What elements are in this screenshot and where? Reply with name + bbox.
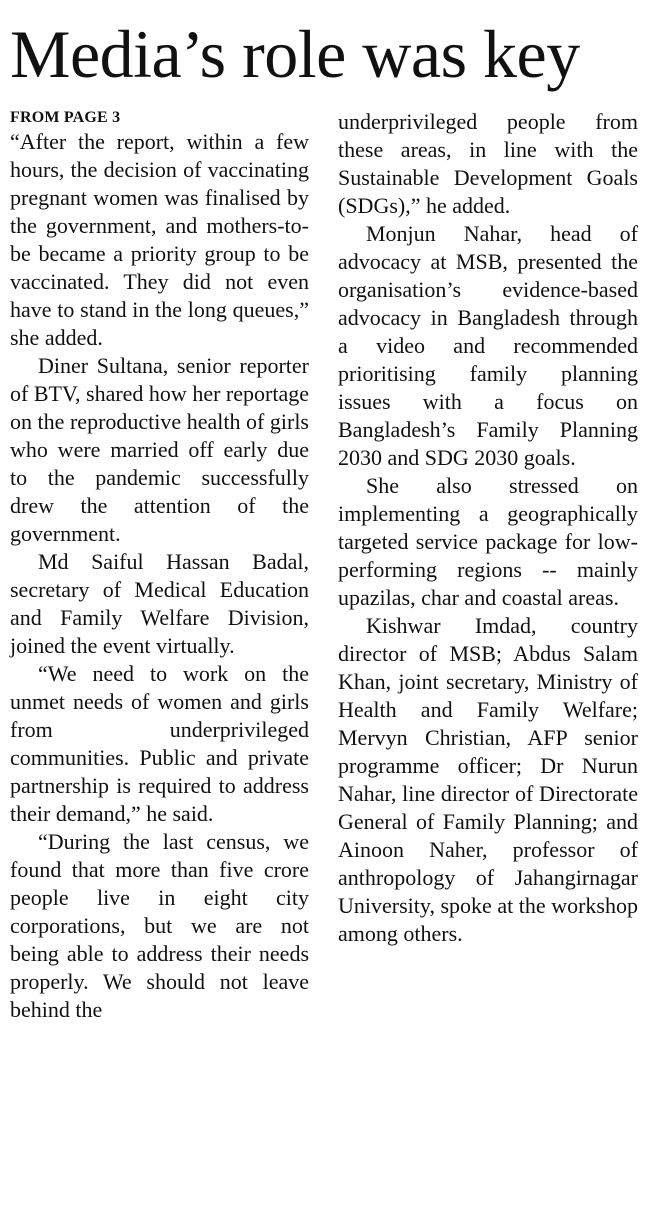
paragraph-3: Md Saiful Hassan Badal, secretary of Medical Education and Family Welfare Division, joined the event virtually.: [10, 549, 309, 658]
paragraph-5-continued: underprivileged people from these areas, in line with the Sustainable Development Goals (SDGs),” he added.: [338, 109, 638, 218]
paragraph-4: “We need to work on the unmet needs of women and girls from underprivileged communities. Public and private partnership is required to address their demand,” he said.: [10, 661, 309, 826]
paragraph-8: Kishwar Imdad, country director of MSB; Abdus Salam Khan, joint secretary, Ministry of Health and Family Welfare; Mervyn Christian, AFP senior programme officer; Dr Nurun Nahar, line director of Directorate General of Family Planning; and Ainoon Naher, professor of anthropology of Jahangirnagar University, spoke at the workshop among others.: [338, 613, 638, 946]
paragraph-6: Monjun Nahar, head of advocacy at MSB, presented the organisation’s evidence-based advocacy in Bangladesh through a video and recommended prioritising family planning issues with a focus on Bangladesh’s Family Planning 2030 and SDG 2030 goals.: [338, 221, 638, 470]
paragraph-5: “During the last census, we found that more than five crore people live in eight city corporations, but we are not being able to address their needs properly. We should not leave behind the: [10, 829, 309, 1022]
headline: Media’s role was key: [10, 16, 580, 92]
paragraph-7: She also stressed on implementing a geographically targeted service package for low-performing regions -- mainly upazilas, char and coastal areas.: [338, 473, 638, 610]
paragraph-1: “After the report, within a few hours, the decision of vaccinating pregnant women was finalised by the government, and mothers-to-be became a priority group to be vaccinated. They did not even have to stand in the long queues,” she added.: [10, 129, 309, 350]
right-column: [338, 108, 638, 948]
continuation-kicker: FROM PAGE 3: [10, 109, 121, 126]
left-column: [10, 108, 309, 1024]
paragraph-2: Diner Sultana, senior reporter of BTV, shared how her reportage on the reproductive health of girls who were married off early due to the pandemic successfully drew the attention of the government.: [10, 353, 309, 546]
